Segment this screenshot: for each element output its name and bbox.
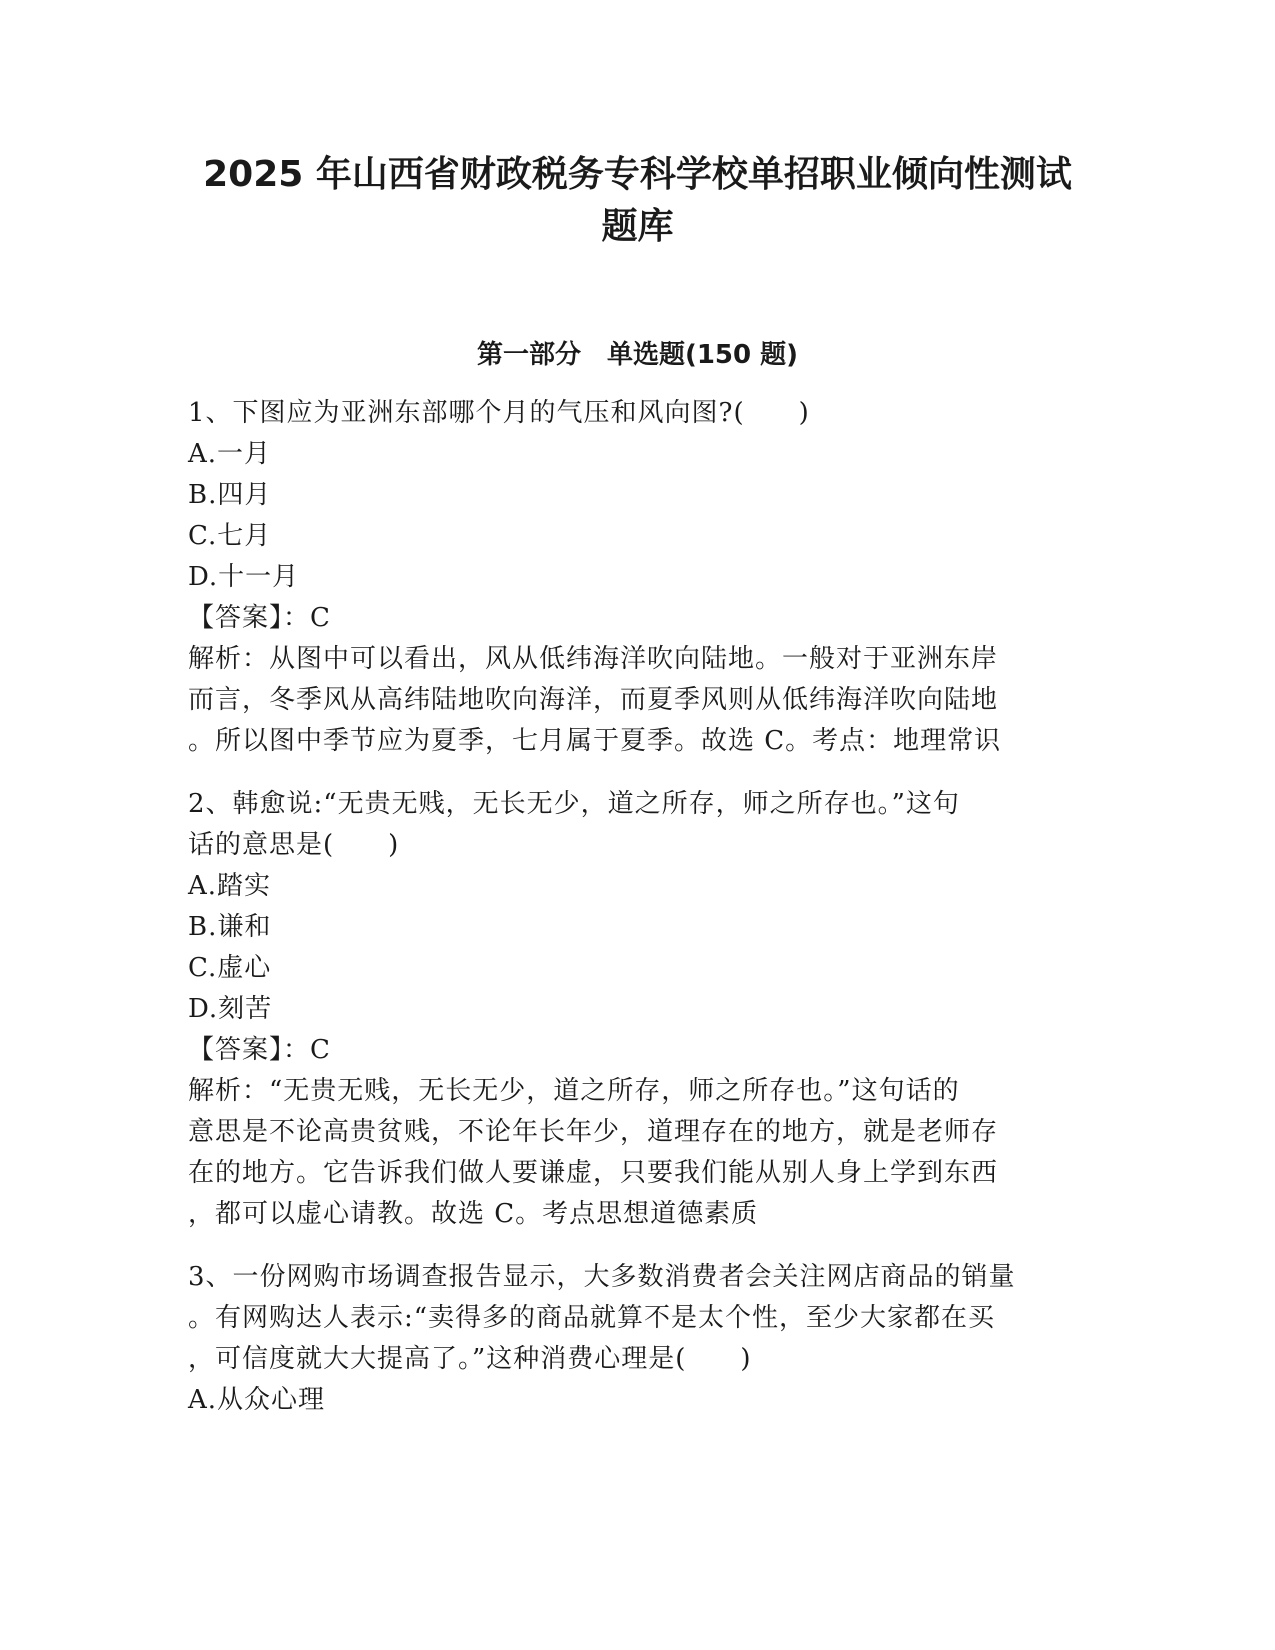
question-1-analysis-line-2: 而言，冬季风从高纬陆地吹向海洋，而夏季风则从低纬海洋吹向陆地 xyxy=(188,685,999,715)
document-title-line-2: 题库 xyxy=(601,206,674,247)
question-2-option-c: C.虚心 xyxy=(188,953,272,983)
question-3-option-a: A.从众心理 xyxy=(188,1385,326,1415)
question-1-option-b: B.四月 xyxy=(188,480,272,510)
question-2-analysis-line-2: 意思是不论高贵贫贱，不论年长年少，道理存在的地方，就是老师存 xyxy=(188,1117,999,1147)
question-3-stem-line-3: ，可信度就大大提高了。”这种消费心理是( ) xyxy=(188,1344,752,1374)
question-2-option-d: D.刻苦 xyxy=(188,994,273,1024)
question-3-stem-line-2: 。有网购达人表示:“卖得多的商品就算不是太个性，至少大家都在买 xyxy=(188,1303,996,1333)
question-1-answer: 【答案】：C xyxy=(188,603,331,633)
question-2-stem-line-2: 话的意思是( ) xyxy=(188,830,400,860)
section-heading: 第一部分 单选题(150 题) xyxy=(476,340,799,370)
question-1-option-a: A.一月 xyxy=(188,439,272,469)
question-1-option-d: D.十一月 xyxy=(188,562,300,592)
question-2-analysis-line-3: 在的地方。它告诉我们做人要谦虚，只要我们能从别人身上学到东西 xyxy=(188,1158,999,1188)
document-title-line-1: 2025 年山西省财政税务专科学校单招职业倾向性测试 xyxy=(203,154,1072,195)
question-2-analysis-line-1: 解析：“无贵无贱，无长无少，道之所存，师之所存也。”这句话的 xyxy=(188,1076,960,1106)
question-1-analysis-line-1: 解析：从图中可以看出，风从低纬海洋吹向陆地。一般对于亚洲东岸 xyxy=(188,644,999,674)
question-2-stem-line-1: 2、韩愈说:“无贵无贱，无长无少，道之所存，师之所存也。”这句 xyxy=(188,789,960,819)
question-1-option-c: C.七月 xyxy=(188,521,272,551)
question-3-stem-line-1: 3、一份网购市场调查报告显示，大多数消费者会关注网店商品的销量 xyxy=(188,1262,1016,1292)
question-1-analysis-line-3: 。所以图中季节应为夏季，七月属于夏季。故选 C。考点：地理常识 xyxy=(188,726,1002,756)
question-2-option-a: A.踏实 xyxy=(188,871,272,901)
question-2-option-b: B.谦和 xyxy=(188,912,272,942)
question-2-answer: 【答案】：C xyxy=(188,1035,331,1065)
question-2-analysis-line-4: ，都可以虚心请教。故选 C。考点思想道德素质 xyxy=(188,1199,759,1229)
question-1-stem: 1、下图应为亚洲东部哪个月的气压和风向图?( ) xyxy=(188,398,810,428)
